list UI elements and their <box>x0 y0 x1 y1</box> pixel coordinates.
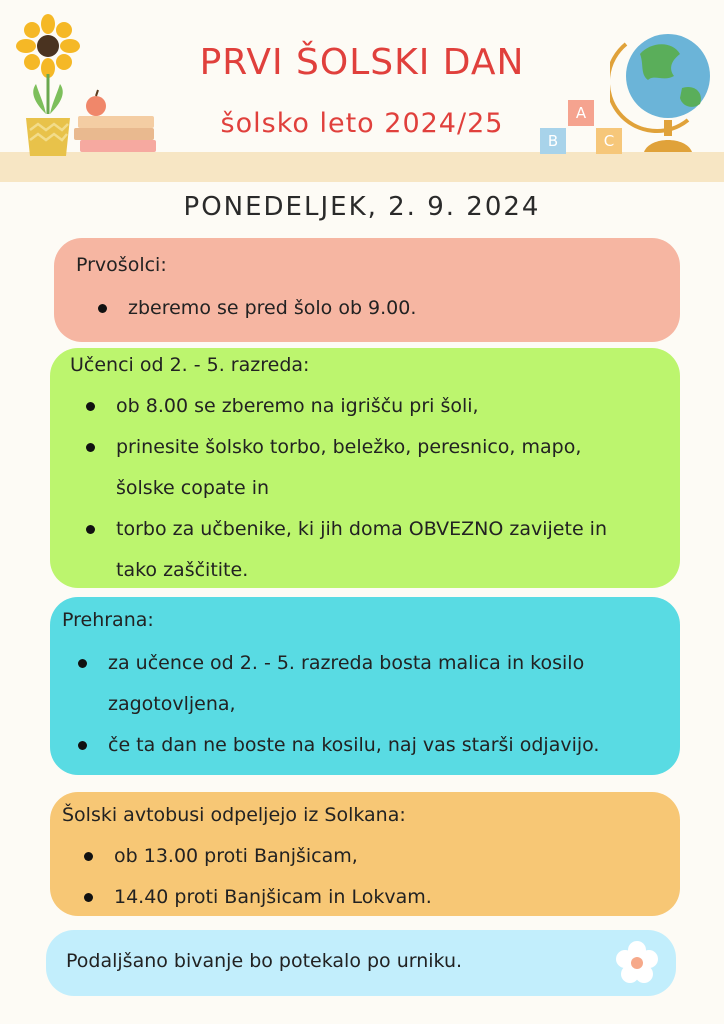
buses-heading: Šolski avtobusi odpeljejo iz Solkana: <box>62 804 406 826</box>
flower-icon <box>612 938 662 988</box>
list-item: ob 13.00 proti Banjšicam, <box>80 836 432 877</box>
block-a: A <box>568 100 594 126</box>
meals-heading: Prehrana: <box>62 609 154 631</box>
extended-stay-text: Podaljšano bivanje bo potekalo po urniku. <box>66 950 463 972</box>
extended-stay-card <box>46 930 676 996</box>
meals-card <box>50 597 680 775</box>
grades-2-5-card <box>50 348 680 588</box>
buses-card <box>50 792 680 916</box>
first-graders-list <box>94 288 416 329</box>
event-date: PONEDELJEK, 2. 9. 2024 <box>183 192 541 222</box>
list-item: prinesite šolsko torbo, beležko, peresnico, mapo, <box>82 427 672 468</box>
grades-2-5-list <box>82 386 672 591</box>
list-item: ob 8.00 se zberemo na igrišču pri šoli, <box>82 386 672 427</box>
bullet-icon <box>86 525 95 534</box>
list-item: torbo za učbenike, ki jih doma OBVEZNO zavijete in <box>82 509 672 550</box>
list-item: 14.40 proti Banjšicam in Lokvam. <box>80 877 432 918</box>
bullet-icon <box>78 741 87 750</box>
list-item: zberemo se pred šolo ob 9.00. <box>94 288 416 329</box>
list-item-continuation: tako zaščitite. <box>116 559 249 581</box>
bullet-icon <box>98 304 107 313</box>
block-c: C <box>596 128 622 154</box>
list-item-continuation: šolske copate in <box>116 477 270 499</box>
block-b: B <box>540 128 566 154</box>
first-graders-card <box>54 238 680 342</box>
list-item: za učence od 2. - 5. razreda bosta malica in kosilo <box>74 643 674 684</box>
list-item: če ta dan ne boste na kosilu, naj vas starši odjavijo. <box>74 725 674 766</box>
bullet-icon <box>78 659 87 668</box>
first-graders-heading: Prvošolci: <box>76 254 167 276</box>
bullet-icon <box>86 443 95 452</box>
page-title: PRVI ŠOLSKI DAN <box>199 42 525 83</box>
bullet-icon <box>84 893 93 902</box>
bullet-icon <box>86 402 95 411</box>
buses-list <box>80 836 432 918</box>
page-subtitle: šolsko leto 2024/25 <box>220 108 504 139</box>
list-item-continuation: zagotovljena, <box>108 693 236 715</box>
meals-list <box>74 643 674 766</box>
grades-2-5-heading: Učenci od 2. - 5. razreda: <box>70 354 310 376</box>
bullet-icon <box>84 852 93 861</box>
shelf <box>0 152 724 182</box>
